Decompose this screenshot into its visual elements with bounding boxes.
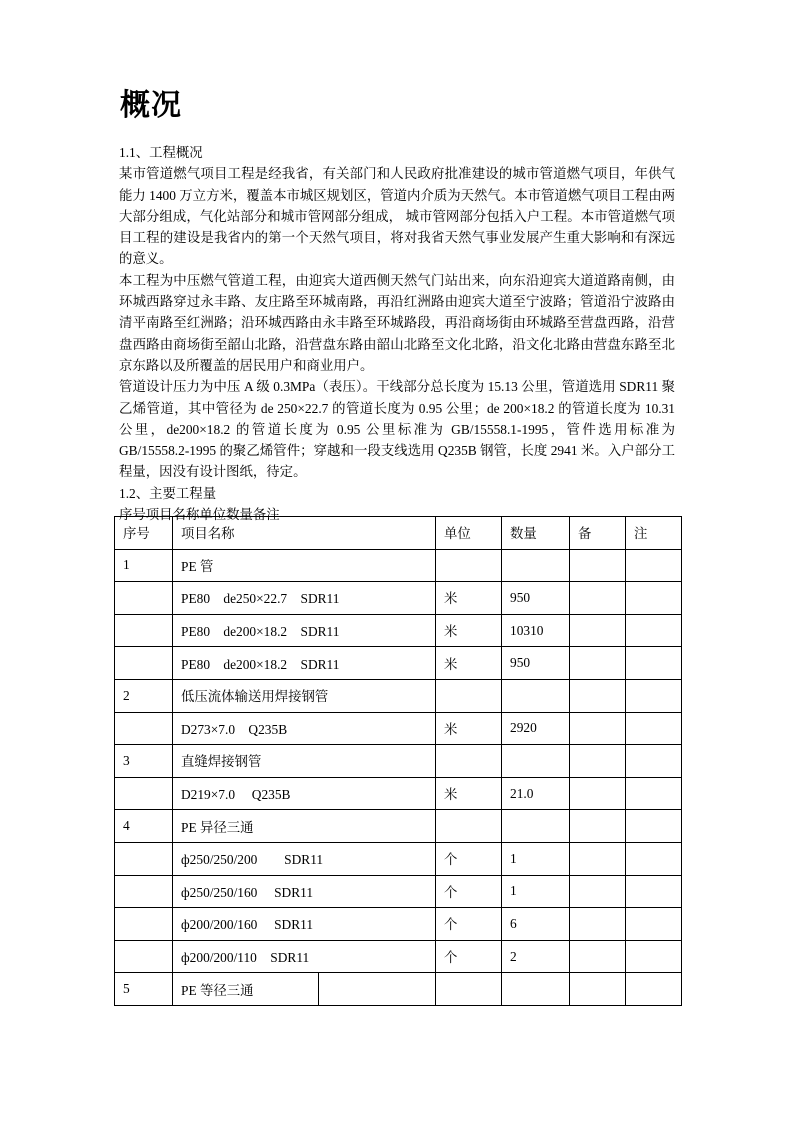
cell-name: PE 异径三通 (173, 810, 436, 843)
cell-note-1 (570, 810, 626, 843)
cell-unit: 米 (436, 777, 502, 810)
cell-note-2 (626, 745, 682, 778)
cell-qty (502, 745, 570, 778)
cell-name: ф250/250/160 SDR11 (173, 875, 436, 908)
cell-unit (436, 549, 502, 582)
cell-unit (436, 745, 502, 778)
cell-no (115, 777, 173, 810)
cell-unit (436, 679, 502, 712)
cell-note-2 (626, 875, 682, 908)
cell-name: PE 等径三通 (173, 973, 319, 1006)
paragraph-route: 本工程为中压燃气管道工程，由迎宾大道西侧天然气门站出来，向东沿迎宾大道道路南侧，由环城西路穿过永丰路、友庄路至环城南路，再沿红洲路由迎宾大道至宁波路；管道沿宁波路由清平南路至红洲路；沿环城西路由永丰路至环城路段，再沿商场街由环城路至营盘西路，沿营盘西路由商场街至韶山北路，沿营盘东路由韶山北路至文化北路，沿文化北路由营盘东路至北京东路以及所覆盖的居民用户和商业用户。 (119, 272, 675, 373)
cell-note-1 (570, 679, 626, 712)
header-note-2: 注 (626, 517, 682, 550)
cell-name: ф200/200/110 SDR11 (173, 940, 436, 973)
cell-no (115, 582, 173, 615)
table-header-row (115, 517, 682, 550)
cell-name: PE80 de250×22.7 SDR11 (173, 582, 436, 615)
cell-qty: 1 (502, 875, 570, 908)
header-note-1: 备 (570, 517, 626, 550)
cell-name: D273×7.0 Q235B (173, 712, 436, 745)
cell-name: PE80 de200×18.2 SDR11 (173, 647, 436, 680)
cell-note-2 (626, 842, 682, 875)
cell-qty: 950 (502, 582, 570, 615)
cell-no (115, 940, 173, 973)
table-row (115, 549, 682, 582)
cell-qty: 950 (502, 647, 570, 680)
cell-note-1 (570, 908, 626, 941)
cell-note-2 (626, 777, 682, 810)
cell-no (115, 647, 173, 680)
cell-note-1 (570, 842, 626, 875)
cell-note-1 (570, 712, 626, 745)
cell-note-1 (570, 745, 626, 778)
cell-qty: 2 (502, 940, 570, 973)
cell-name: D219×7.0 Q235B (173, 777, 436, 810)
cell-note-2 (626, 582, 682, 615)
cell-note-1 (570, 777, 626, 810)
cell-name: 低压流体输送用焊接钢管 (173, 679, 436, 712)
cell-qty: 6 (502, 908, 570, 941)
quantities-table (114, 516, 682, 1006)
table-row (115, 777, 682, 810)
page-title: 概况 (120, 88, 182, 123)
header-name: 项目名称 (173, 517, 436, 550)
cell-qty (502, 973, 570, 1006)
cell-note-2 (626, 549, 682, 582)
cell-qty: 10310 (502, 614, 570, 647)
cell-note-2 (626, 973, 682, 1006)
cell-note-1 (570, 647, 626, 680)
table-row (115, 875, 682, 908)
table-row (115, 908, 682, 941)
paragraph-intro: 某市管道燃气项目工程是经我省，有关部门和人民政府批准建设的城市管道燃气项目，年供气能力 1400 万立方米，覆盖本市城区规划区，管道内介质为天然气。本市管道燃气项目工程由两大部分组成，气化站部分和城市管网部分组成， 城市管网部分包括入户工程。本市管道燃气项目工程的建设是我省内的第一个天然气项目，将对我省天然气事业发展产生重大影响和有深远的意义。 (119, 166, 675, 267)
table-row (115, 973, 682, 1006)
cell-unit: 个 (436, 908, 502, 941)
cell-note-1 (570, 582, 626, 615)
section-heading-overview: 1.1、工程概况 (119, 145, 203, 160)
cell-note-1 (570, 875, 626, 908)
cell-note-2 (626, 712, 682, 745)
cell-name: ф200/200/160 SDR11 (173, 908, 436, 941)
cell-no (115, 875, 173, 908)
cell-unit: 米 (436, 647, 502, 680)
cell-unit: 个 (436, 842, 502, 875)
cell-no (115, 908, 173, 941)
table-caption: 序号项目名称单位数量备注 (119, 507, 280, 523)
cell-qty: 2920 (502, 712, 570, 745)
cell-no (115, 614, 173, 647)
cell-no: 1 (115, 549, 173, 582)
cell-note-2 (626, 940, 682, 973)
body-text (119, 142, 675, 525)
table-row (115, 647, 682, 680)
section-heading-quantities: 1.2、主要工程量 (119, 485, 217, 501)
header-unit: 单位 (436, 517, 502, 550)
cell-note-1 (570, 614, 626, 647)
cell-unit: 个 (436, 875, 502, 908)
cell-note-2 (626, 810, 682, 843)
table-row (115, 745, 682, 778)
cell-qty (502, 810, 570, 843)
cell-qty (502, 679, 570, 712)
table-row (115, 679, 682, 712)
table-row (115, 614, 682, 647)
cell-name: PE 管 (173, 549, 436, 582)
header-no: 序号 (115, 517, 173, 550)
cell-name: ф250/250/200 SDR11 (173, 842, 436, 875)
cell-no (115, 842, 173, 875)
cell-note-2 (626, 647, 682, 680)
cell-note-1 (570, 549, 626, 582)
table-row (115, 582, 682, 615)
cell-note-2 (626, 679, 682, 712)
cell-no (115, 712, 173, 745)
header-qty: 数量 (502, 517, 570, 550)
cell-unit (436, 973, 502, 1006)
cell-unit: 米 (436, 614, 502, 647)
cell-unit (436, 810, 502, 843)
cell-no: 5 (115, 973, 173, 1006)
cell-qty (502, 549, 570, 582)
table-row (115, 842, 682, 875)
cell-unit: 米 (436, 582, 502, 615)
table-row (115, 940, 682, 973)
cell-no: 3 (115, 745, 173, 778)
cell-note-2 (626, 908, 682, 941)
cell-name: 直缝焊接钢管 (173, 745, 436, 778)
cell-unit: 个 (436, 940, 502, 973)
cell-name: PE80 de200×18.2 SDR11 (173, 614, 436, 647)
cell-note-1 (570, 973, 626, 1006)
paragraph-design: 管道设计压力为中压 A 级 0.3MPa（表压）。干线部分总长度为 15.13 公里，管道选用 SDR11 聚乙烯管道，其中管径为 de 250×22.7 的管道长度为 0.95 公里；de 200×18.2 的管道长度为 10.31 公里，de200×18.2 的管道长度为 0.95 公里标准为 GB/15558.1-1995，管件选用标准为 GB/15558.2-1995 的聚乙烯管件；穿越和一段支线选用 Q235B 钢管，长度 2941 米。入户部分工程量，因没有设计图纸，待定。 (119, 379, 675, 480)
cell-qty: 1 (502, 842, 570, 875)
cell-note-1 (570, 940, 626, 973)
cell-name-extra (319, 973, 436, 1006)
table-row (115, 712, 682, 745)
cell-qty: 21.0 (502, 777, 570, 810)
cell-no: 4 (115, 810, 173, 843)
cell-no: 2 (115, 679, 173, 712)
table-row (115, 810, 682, 843)
cell-note-2 (626, 614, 682, 647)
cell-unit: 米 (436, 712, 502, 745)
